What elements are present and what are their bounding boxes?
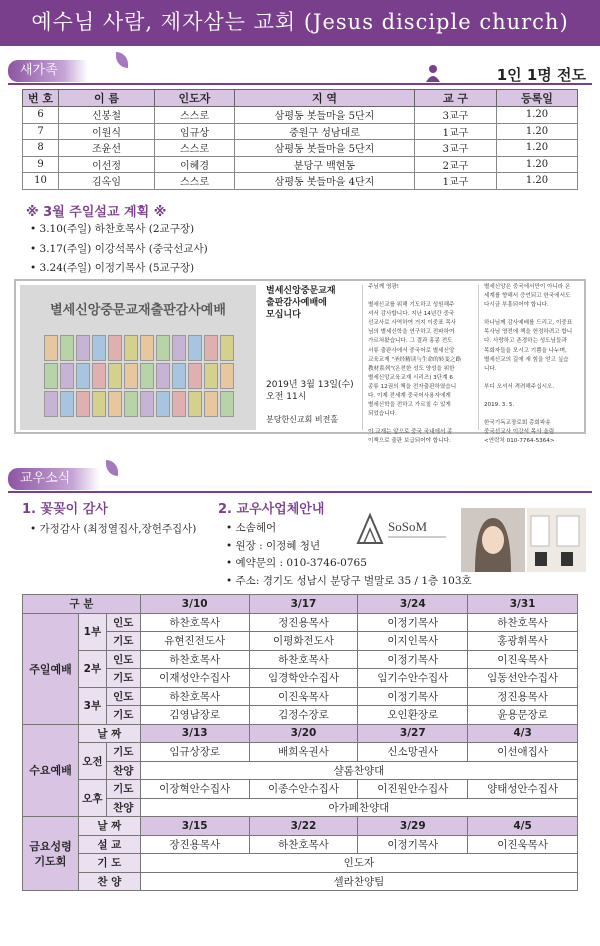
ad-letter-line: 이 교재는 앞으로 중국 국내에서 종: [368, 429, 453, 436]
date-cell: 3/20: [249, 724, 358, 743]
cell: 1.20: [497, 123, 578, 140]
book-spine: [76, 391, 90, 417]
leaf-icon: [116, 52, 128, 68]
cell: 7: [23, 123, 59, 140]
cell: 2교구: [415, 156, 497, 173]
leaf-icon: [106, 460, 118, 476]
part-label: 2부: [78, 650, 106, 687]
cell: 이진욱목사: [468, 835, 578, 854]
date-cell: 4/3: [468, 724, 578, 743]
cell: 삼평동 봇들마을 4단지: [235, 173, 415, 190]
book-spine: [76, 363, 90, 389]
role-label: 인도: [106, 650, 140, 669]
ad-letter-line: 종류 12권의 책을 전자출판하였습니: [368, 383, 457, 390]
cell: 샬롬찬양대: [140, 761, 577, 780]
cell: 이진원안수집사: [358, 780, 468, 799]
role-label: 찬 양: [78, 872, 140, 891]
person-icon: [424, 64, 442, 82]
ad-letter-line: 한국기독교장로회 총회파송: [484, 420, 551, 427]
cell: 이종수안수집사: [249, 780, 358, 799]
ad-divider: [362, 285, 363, 430]
ad-letter-line: 다. 사랑하고 존경하는 성도님들과: [484, 338, 567, 345]
date-cell: 3/27: [358, 724, 468, 743]
cell: 1.20: [497, 107, 578, 124]
cell: 이재성안수집사: [140, 669, 249, 688]
ad-letter-line: 별세신교의 길에 새 힘을 얻고 싶습: [484, 356, 569, 363]
cell: 김옥임: [59, 173, 155, 190]
book-spine: [76, 335, 90, 361]
group-friday: 금요성령 기도회: [23, 817, 79, 891]
role-label: 찬양: [106, 761, 140, 780]
book-spine: [172, 391, 186, 417]
cell: 분당구 백현동: [235, 156, 415, 173]
cell: 이선애집사: [468, 743, 578, 762]
ad-letter-col-2: [484, 283, 584, 446]
ad-letter-line: 별세신교를 위해 기도하고 성원해주: [368, 302, 455, 309]
col-header: 번 호: [23, 90, 59, 107]
cell: 1.20: [497, 173, 578, 190]
date-cell: 4/5: [468, 817, 578, 836]
part-label: 1부: [78, 613, 106, 650]
cell: 하찬호목사: [140, 650, 249, 669]
cell: 스스로: [155, 107, 235, 124]
book-spine: [44, 391, 58, 417]
book-spine: [172, 363, 186, 389]
cell: 1.20: [497, 156, 578, 173]
role-label: 기도: [106, 743, 140, 762]
cell: 6: [23, 107, 59, 124]
ad-letter-line: 2019. 3. 5.: [484, 401, 515, 408]
ad-headline-line: 별세신앙중문교재: [266, 286, 336, 296]
cell: 아가페찬양대: [140, 798, 577, 817]
group-wednesday: 수요예배: [23, 724, 79, 817]
logo-text: SoSoM: [388, 519, 428, 534]
book-spine: [60, 363, 74, 389]
cell: 9: [23, 156, 59, 173]
cell: 하찬호목사: [249, 650, 358, 669]
ad-headline: [266, 285, 336, 321]
cell: 장진용목사: [140, 835, 249, 854]
cell: 이정기목사: [358, 613, 468, 632]
book-spine: [92, 363, 106, 389]
ad-letter-line: 教材系列"(온전한 성도 양성을 위한: [368, 365, 455, 372]
cell: 임경학안수집사: [249, 669, 358, 688]
cell: 이진욱목사: [249, 687, 358, 706]
role-label: 기도: [106, 706, 140, 725]
cell: 임규상: [155, 123, 235, 140]
cell: 이선정: [59, 156, 155, 173]
cell: 하찬호목사: [249, 835, 358, 854]
cell: 삼평동 봇들마을 5단지: [235, 107, 415, 124]
role-label: 기도: [106, 780, 140, 799]
date-cell: 3/29: [358, 817, 468, 836]
book-spine: [60, 391, 74, 417]
table-row: [23, 140, 578, 157]
cell: 하찬호목사: [140, 687, 249, 706]
book-photo-title: 별세신앙중문교재출판감사예배: [50, 303, 226, 318]
cell: 1교구: [415, 123, 497, 140]
cell: 스스로: [155, 173, 235, 190]
cell: 정진용목사: [468, 687, 578, 706]
book-spine: [44, 363, 58, 389]
cell: 김영남장로: [140, 706, 249, 725]
ad-headline-line: 모십니다: [266, 310, 301, 320]
book-spine: [44, 335, 58, 361]
flower-thanks-title: 1. 꽃꽂이 감사: [22, 502, 108, 517]
owner-photo: [461, 508, 525, 572]
cell: 임동선안수집사: [468, 669, 578, 688]
book-spine: [156, 363, 170, 389]
cell: 하찬호목사: [140, 613, 249, 632]
book-spine: [140, 335, 154, 361]
book-spine: [172, 335, 186, 361]
book-spine: [204, 363, 218, 389]
ad-letter-line: 다. 이제 전세계 중국어사용자에게: [368, 393, 451, 400]
ad-letter-col-1: [368, 283, 474, 447]
ad-date: [266, 379, 354, 403]
table-row: [23, 107, 578, 124]
flower-thanks-item: • 가정감사 (최정열집사,장헌주집사): [30, 521, 196, 536]
col-header: 인도자: [155, 90, 235, 107]
book-spine: [140, 363, 154, 389]
book-spine: [188, 335, 202, 361]
book-spine: [220, 335, 234, 361]
ad-letter-line: 부디 오셔서 격려해주십시오.: [484, 383, 555, 390]
part-label: 오전: [78, 743, 106, 780]
ad-divider: [478, 285, 479, 430]
section-label-news: 교우소식: [8, 468, 100, 490]
date-cell: 3/17: [249, 595, 358, 614]
cell: 윤용문장로: [468, 706, 578, 725]
book-spine: [204, 335, 218, 361]
cell: 조윤선: [59, 140, 155, 157]
list-item: • 원장 : 이정혜 청년: [226, 538, 472, 556]
ad-letter-line: 별세신학을 전하고 가르칠 수 있게: [368, 402, 451, 409]
cell: 이정기목사: [358, 650, 468, 669]
role-label: 인도: [106, 613, 140, 632]
ad-letter-line: [368, 419, 474, 428]
sosom-logo: [354, 511, 450, 547]
ad-letter-line: 선교사로 사역하여 거지 이중표 목사: [368, 320, 457, 327]
ad-letter-line: 서류 출판사에서 중국어로 별세신앙: [368, 347, 455, 354]
ad-letter-line: 이책으로 출판 보급되어야 합니다.: [368, 438, 451, 445]
book-spine: [108, 391, 122, 417]
table-row: [23, 123, 578, 140]
ad-place: 분당한신교회 비전홀: [266, 415, 339, 424]
ad-date-line: 2019년 3월 13일(수): [266, 380, 354, 390]
book-spine: [156, 335, 170, 361]
sermon-plan-list: [30, 220, 208, 279]
ad-letter-line: 목사님 영전에 책을 헌정하려고 합니: [484, 329, 573, 336]
book-spine: [60, 335, 74, 361]
cell: 이정기목사: [358, 835, 468, 854]
part-label: 3부: [78, 687, 106, 724]
cell: 신봉철: [59, 107, 155, 124]
page-header: 예수님 사람, 제자삼는 교회 (Jesus disciple church): [0, 0, 600, 46]
section-divider: [8, 491, 592, 493]
cell: 1교구: [415, 173, 497, 190]
list-item: • 소솜헤어: [226, 520, 472, 538]
role-label: 기도: [106, 669, 140, 688]
ad-letter-line: [484, 310, 584, 319]
book-spine: [188, 391, 202, 417]
ad-letter-line: 니다.: [484, 365, 497, 372]
ad-letter-line: 교육교재 "圣经精读与生命的转变之路: [368, 356, 462, 363]
cell: 3교구: [415, 107, 497, 124]
book-spine: [220, 363, 234, 389]
cell: 3교구: [415, 140, 497, 157]
cell: 김정수장로: [249, 706, 358, 725]
book-spine: [140, 391, 154, 417]
date-cell: 3/24: [358, 595, 468, 614]
invitation-ad: [14, 279, 586, 445]
date-label: 날 짜: [78, 724, 140, 743]
role-label: 찬양: [106, 798, 140, 817]
ad-letter-line: 가르쳐왔습니다. 그 결과 홍콩 전도: [368, 338, 453, 345]
ad-letter-line: 셔서 감사합니다. 지난 14년간 중국: [368, 311, 455, 318]
table-header-row: [23, 90, 578, 107]
cell: 임기수안수집사: [358, 669, 468, 688]
cell: 중원구 성남대로: [235, 123, 415, 140]
ad-letter-line: 다시금 부흥되어야 합니다.: [484, 302, 549, 309]
cell: 이원식: [59, 123, 155, 140]
role-label: 인도: [106, 687, 140, 706]
business-title: 2. 교우사업체안내: [218, 502, 325, 517]
cell: 이진욱목사: [468, 650, 578, 669]
table-row: [23, 173, 578, 190]
role-label: 기 도: [78, 854, 140, 873]
ad-headline-line: 출판감사예배에: [266, 298, 327, 308]
cell: 셀라찬양팀: [140, 872, 577, 891]
sermon-plan-title: ※ 3월 주일설교 계획 ※: [26, 205, 167, 220]
cell: 임규상장로: [140, 743, 249, 762]
cell: 배희옥권사: [249, 743, 358, 762]
list-item: • 예약문의 : 010-3746-0765: [226, 555, 472, 573]
part-label: 오후: [78, 780, 106, 817]
date-cell: 3/10: [140, 595, 249, 614]
ad-letter-line: 중국선교사 이강석 목사 올림: [484, 429, 555, 436]
ad-letter-line: 님의 별세신학을 연구하고 전파하여: [368, 329, 455, 336]
book-spine: [124, 363, 138, 389]
cell: 이혜경: [155, 156, 235, 173]
cell: 이지인목사: [358, 632, 468, 651]
cell: 홍광휘목사: [468, 632, 578, 651]
ad-letter-line: 세계를 향해서 증언되고 한국에서도: [484, 293, 571, 300]
ad-letter-line: 하나님께 감사예배를 드리고, 이중표: [484, 320, 573, 327]
table-row: [23, 156, 578, 173]
book-spine: [108, 363, 122, 389]
salon-photo: [527, 508, 586, 572]
cell: 이평화전도사: [249, 632, 358, 651]
book-spine: [92, 391, 106, 417]
cell: 8: [23, 140, 59, 157]
role-label: 기도: [106, 632, 140, 651]
col-header: 지 역: [235, 90, 415, 107]
date-cell: 3/31: [468, 595, 578, 614]
role-label: 설 교: [78, 835, 140, 854]
group-sunday: 주일예배: [23, 613, 79, 724]
list-item: • 주소: 경기도 성남시 분당구 벌말로 35 / 1층 103호: [226, 573, 472, 591]
new-family-table: [22, 89, 578, 190]
ad-letter-line: 되었습니다.: [368, 411, 397, 418]
ad-letter-line: [368, 292, 474, 301]
cell: 삼평동 봇들마을 5단지: [235, 140, 415, 157]
section-label-new-family: 새가족: [8, 60, 88, 82]
date-cell: 3/15: [140, 817, 249, 836]
book-spine: [92, 335, 106, 361]
cell: 스스로: [155, 140, 235, 157]
list-item: • 3.24(주일) 이정기목사 (5교구장): [30, 259, 208, 279]
service-schedule-table: [22, 594, 578, 891]
list-item: • 3.10(주일) 하찬호목사 (2교구장): [30, 220, 208, 240]
list-item: • 3.17(주일) 이강석목사 (중국선교사): [30, 240, 208, 260]
book-photo: [20, 285, 256, 430]
cell: 1.20: [497, 140, 578, 157]
book-spine: [220, 391, 234, 417]
date-label: 날 짜: [78, 817, 140, 836]
book-spine: [204, 391, 218, 417]
ad-letter-line: 목회자들을 모시고 기쁨을 나누며,: [484, 347, 567, 354]
cell: 이정기목사: [358, 687, 468, 706]
book-spine: [124, 335, 138, 361]
ad-letter-line: 별세신앙교육교재 시리즈) 3단계 6: [368, 374, 453, 381]
col-header: 등록일: [497, 90, 578, 107]
ad-letter-line: <연락처 010-7764-5364>: [484, 438, 555, 445]
ad-time-line: 오전 11시: [266, 392, 307, 402]
ad-letter-line: [484, 392, 584, 401]
mission-text: 1인 1명 전도: [496, 66, 586, 84]
cell: 양태성안수집사: [468, 780, 578, 799]
book-spine: [108, 335, 122, 361]
cell: 신소망권사: [358, 743, 468, 762]
cell: 정진용목사: [249, 613, 358, 632]
book-spine: [124, 391, 138, 417]
ad-letter-line: [484, 374, 584, 383]
ad-letter-line: [484, 410, 584, 419]
cell: 이장혁안수집사: [140, 780, 249, 799]
schedule-header-label: 구 분: [23, 595, 141, 614]
cell: 하찬호목사: [468, 613, 578, 632]
cell: 인도자: [140, 854, 577, 873]
date-cell: 3/22: [249, 817, 358, 836]
ad-letter-line: 별세신앙은 중국에서만이 아니라 온: [484, 284, 571, 290]
date-cell: 3/13: [140, 724, 249, 743]
col-header: 이 름: [59, 90, 155, 107]
cell: 유현진전도사: [140, 632, 249, 651]
col-header: 교 구: [415, 90, 497, 107]
ad-letter-line: 주님께 영광!: [368, 284, 400, 290]
cell: 오인환장로: [358, 706, 468, 725]
book-spine: [188, 363, 202, 389]
book-spine: [156, 391, 170, 417]
cell: 10: [23, 173, 59, 190]
